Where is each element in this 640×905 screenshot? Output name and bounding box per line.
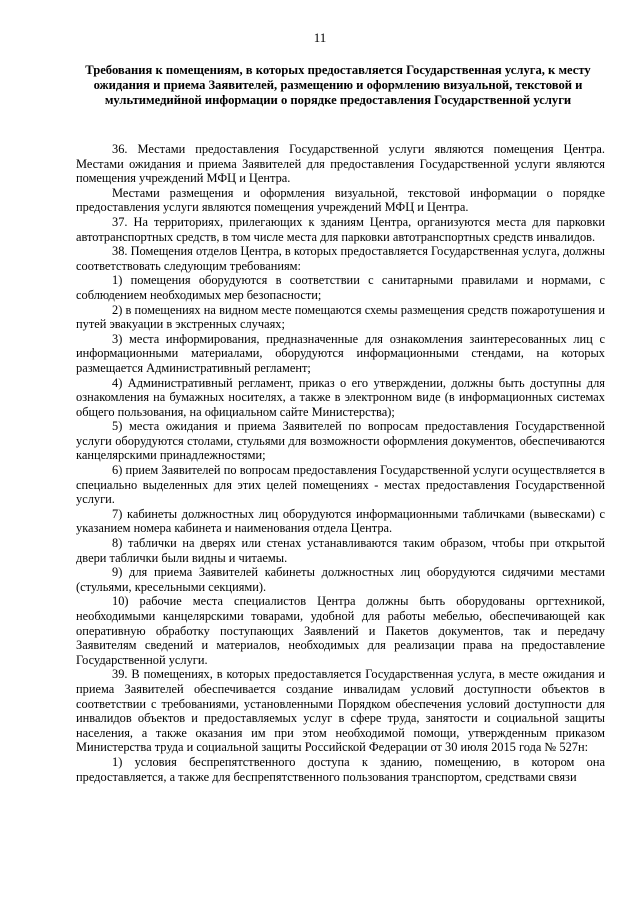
paragraph: 39. В помещениях, в которых предоставляется Государственная услуга, в месте ожидания и приема Заявителей обеспечивается создание инвалидам условий доступности объектов в соответствии с требованиями, установленными Порядком обеспечения условий доступности для инвалидов объектов и предоставляемых услуг в сфере труда, занятости и социальной защиты населения, а также оказания им при этом необходимой помощи, утвержденным приказом Министерства труда и социальной защиты Российской Федерации от 30 июля 2015 года № 527н: (76, 667, 605, 755)
list-item: 2) в помещениях на видном месте помещаются схемы размещения средств пожаротушения и путей эвакуации в экстренных случаях; (76, 302, 605, 332)
paragraph: Местами размещения и оформления визуальной, текстовой информации о порядке предоставления услуги являются помещения учреждений МФЦ и Центра. (76, 185, 605, 215)
paragraph: 36. Местами предоставления Государственной услуги являются помещения Центра. Местами ожидания и приема Заявителей для предоставления Государственной услуги являются помещения учреждений МФЦ и Центра. (76, 142, 605, 186)
paragraph: 37. На территориях, прилегающих к зданиям Центра, организуются места для парковки автотранспортных средств, в том числе места для парковки автотранспортных средств инвалидов. (76, 214, 605, 244)
list-item: 6) прием Заявителей по вопросам предоставления Государственной услуги осуществляется в специально выделенных для этих целей помещениях - местах предоставления Государственной услуги. (76, 463, 605, 507)
list-item: 5) места ожидания и приема Заявителей по вопросам предоставления Государственной услуги оборудуются столами, стульями для возможности оформления документов, обеспечиваются канцелярскими принадлежностями; (76, 419, 605, 463)
paragraph: 38. Помещения отделов Центра, в которых предоставляется Государственная услуга, должны соответствовать следующим требованиям: (76, 244, 605, 273)
list-item: 4) Административный регламент, приказ о его утверждении, должны быть доступны для ознакомления на бумажных носителях, а также в электронном виде (в информационных системах общего пользования, на официальном сайте Министерства); (76, 375, 605, 419)
list-item: 1) помещения оборудуются в соответствии с санитарными правилами и нормами, с соблюдением необходимых мер безопасности; (76, 273, 605, 302)
list-item: 9) для приема Заявителей кабинеты должностных лиц оборудуются сидячими местами (стульями, кресельными секциями). (76, 565, 605, 594)
list-item: 10) рабочие места специалистов Центра должны быть оборудованы оргтехникой, необходимыми канцелярскими товарами, удобной для работы мебелью, обеспечивающей как оперативную обработку поступающих Заявлений и Пакетов документов, так и передачу Заявителям сведений и материалов, необходимых для реализации права на предоставление Государственной услуги. (76, 594, 605, 667)
list-item: 7) кабинеты должностных лиц оборудуются информационными табличками (вывесками) с указанием номера кабинета и наименования отдела Центра. (76, 506, 605, 536)
list-item: 3) места информирования, предназначенные для ознакомления заинтересованных лиц с информационными материалами, оборудуются информационными стендами, на которых размещается Административный регламент; (76, 331, 605, 375)
list-item: 1) условия беспрепятственного доступа к зданию, помещению, в котором она предоставляется, а также для беспрепятственного пользования транспортом, средствами связи (76, 754, 605, 784)
document-body (76, 142, 605, 784)
section-title: Требования к помещениям, в которых предоставляется Государственная услуга, к месту ожидания и приема Заявителей, размещению и оформлению визуальной, текстовой и мультимедийной информации о порядке предоставления Государственной услуги (85, 63, 591, 108)
page-number: 11 (313, 30, 327, 45)
list-item: 8) таблички на дверях или стенах устанавливаются таким образом, чтобы при открытой двери таблички были видны и читаемы. (76, 536, 605, 565)
